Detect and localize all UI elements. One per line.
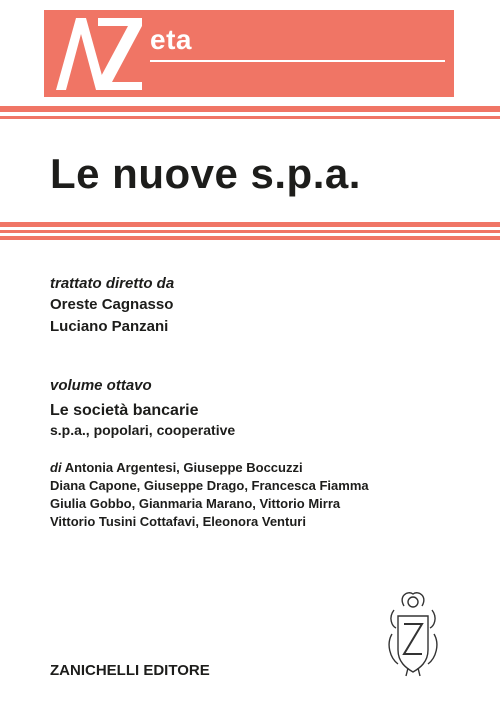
book-title: Le nuove s.p.a. bbox=[50, 150, 361, 197]
director-name: Oreste Cagnasso bbox=[50, 296, 174, 313]
volume-subtitle: s.p.a., popolari, cooperative bbox=[50, 422, 236, 438]
az-logo-icon bbox=[54, 14, 144, 92]
publisher-name: ZANICHELLI EDITORE bbox=[50, 662, 210, 679]
director-name: Luciano Panzani bbox=[50, 318, 169, 335]
stripe-divider bbox=[0, 222, 500, 227]
zanichelli-emblem-icon bbox=[382, 588, 444, 678]
volume-label: volume ottavo bbox=[50, 377, 152, 394]
stripe-divider bbox=[0, 106, 500, 112]
stripe-divider bbox=[0, 230, 500, 233]
authors-line: Vittorio Tusini Cottafavi, Eleonora Venturi bbox=[50, 514, 306, 529]
volume-title: Le società bancarie bbox=[50, 402, 199, 419]
banner-divider bbox=[150, 60, 445, 62]
authors-line: Diana Capone, Giuseppe Drago, Francesca Fiamma bbox=[50, 478, 369, 493]
stripe-divider bbox=[0, 116, 500, 119]
authors-line bbox=[50, 460, 303, 475]
stripe-divider bbox=[0, 236, 500, 240]
authors-line: Giulia Gobbo, Gianmaria Marano, Vittorio Mirra bbox=[50, 496, 341, 511]
authors-prefix: di bbox=[50, 460, 62, 475]
series-name: eta bbox=[150, 24, 192, 55]
authors-names: Antonia Argentesi, Giuseppe Boccuzzi bbox=[64, 460, 303, 475]
direction-label: trattato diretto da bbox=[50, 275, 175, 292]
